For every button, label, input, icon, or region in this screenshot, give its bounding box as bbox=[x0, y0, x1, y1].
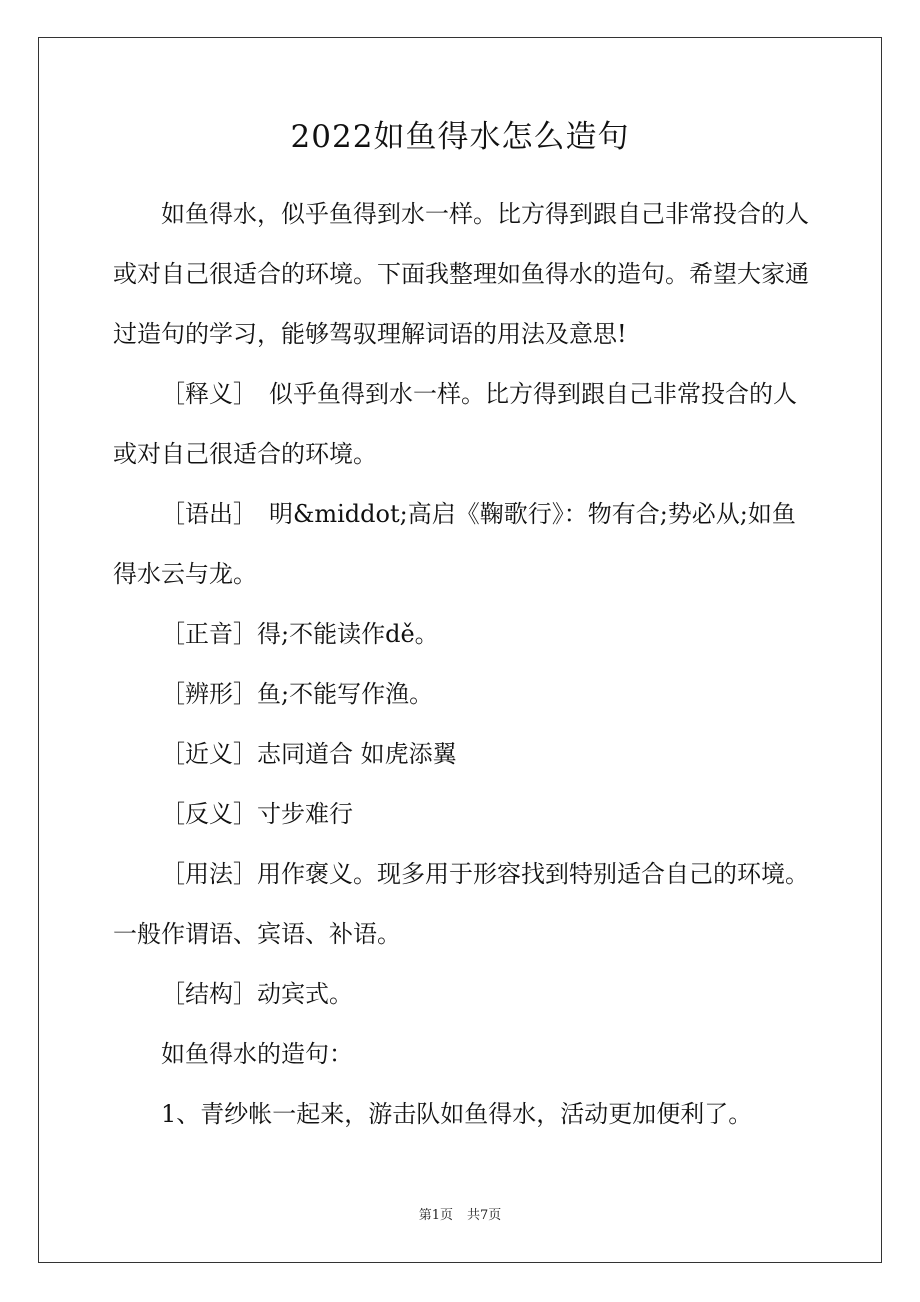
paragraph-source: ［语出］ 明&middot;高启《鞠歌行》：物有合;势必从;如鱼得水云与龙。 bbox=[113, 500, 796, 588]
paragraph-definition: ［释义］ 似乎鱼得到水一样。比方得到跟自己非常投合的人或对自己很适合的环境。 bbox=[113, 380, 797, 468]
page-number: 第1页 bbox=[418, 1208, 453, 1223]
document-title: 2022如鱼得水怎么造句 bbox=[290, 119, 630, 155]
paragraph-example-1: 1、青纱帐一起来，游击队如鱼得水，活动更加便利了。 bbox=[161, 1100, 753, 1128]
page-footer bbox=[0, 1207, 920, 1225]
paragraph-synonyms: ［近义］志同道合 如虎添翼 bbox=[161, 740, 457, 768]
paragraph-character-form: ［辨形］鱼;不能写作渔。 bbox=[161, 680, 434, 708]
paragraph-usage: ［用法］用作褒义。现多用于形容找到特别适合自己的环境。一般作谓语、宾语、补语。 bbox=[113, 860, 809, 948]
paragraph-structure: ［结构］动宾式。 bbox=[161, 980, 353, 1008]
paragraph-antonyms: ［反义］寸步难行 bbox=[161, 800, 353, 828]
paragraph-examples-heading: 如鱼得水的造句： bbox=[161, 1040, 353, 1068]
paragraph-intro: 如鱼得水，似乎鱼得到水一样。比方得到跟自己非常投合的人或对自己很适合的环境。下面我整理如鱼得水的造句。希望大家通过造句的学习，能够驾驭理解词语的用法及意思! bbox=[113, 200, 809, 348]
document-body bbox=[113, 184, 813, 1144]
page-total: 共7页 bbox=[467, 1208, 502, 1223]
paragraph-pronunciation: ［正音］得;不能读作dě。 bbox=[161, 620, 439, 648]
